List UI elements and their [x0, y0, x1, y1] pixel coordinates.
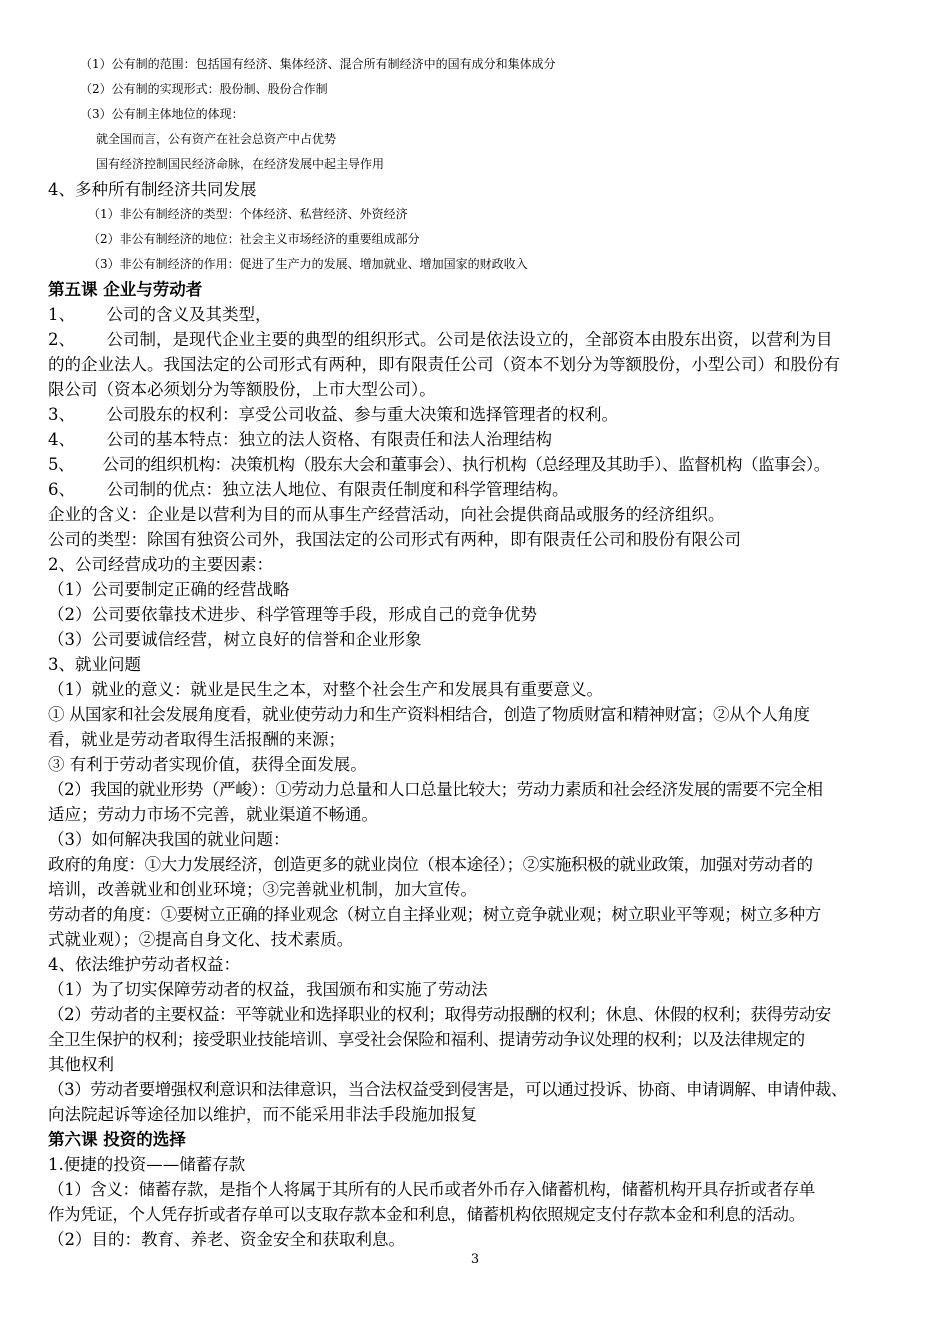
- text-line: 向法院起诉等途径加以维护，而不能采用非法手段施加报复: [48, 1105, 477, 1124]
- text-line: 1、 公司的含义及其类型，: [48, 305, 272, 324]
- text-line: 培训，改善就业和创业环境；③完善就业机制，加大宣传。: [48, 880, 477, 899]
- text-line: 2、公司经营成功的主要因素：: [48, 555, 273, 574]
- text-line: 4、依法维护劳动者权益：: [48, 955, 240, 974]
- text-line: （1）为了切实保障劳动者的权益，我国颁布和实施了劳动法: [48, 980, 488, 999]
- text-line: （2）非公有制经济的地位：社会主义市场经济的重要组成部分: [88, 232, 420, 246]
- text-line: 全卫生保护的权利；接受职业技能培训、享受社会保险和福利、提请劳动争议处理的权利；以及法律规定的: [48, 1030, 805, 1049]
- text-line: 限公司（资本必须划分为等额股份，上市大型公司）。: [48, 380, 436, 399]
- text-line: （1）就业的意义：就业是民生之本，对整个社会生产和发展具有重要意义。: [48, 680, 603, 699]
- text-line: ① 从国家和社会发展角度看，就业使劳动力和生产资料相结合，创造了物质财富和精神财富；②从个人角度: [48, 705, 810, 724]
- text-line: 政府的角度：①大力发展经济，创造更多的就业岗位（根本途径）；②实施积极的就业政策，加强对劳动者的: [48, 855, 813, 874]
- text-line: 5、 公司的组织机构：决策机构（股东大会和董事会）、执行机构（总经理及其助手）、监督机构（监事会）。: [48, 455, 830, 474]
- text-line: （1）公有制的范围：包括国有经济、集体经济、混合所有制经济中的国有成分和集体成分: [80, 57, 556, 71]
- text-line: 企业的含义：企业是以营利为目的而从事生产经营活动，向社会提供商品或服务的经济组织。: [48, 505, 725, 524]
- text-line: （2）目的：教育、养老、资金安全和获取利息。: [48, 1230, 405, 1249]
- text-line: 1.便捷的投资——储蓄存款: [48, 1155, 246, 1174]
- text-line: 劳动者的角度：①要树立正确的择业观念（树立自主择业观；树立竞争就业观；树立职业平等观；树立多种方: [48, 905, 821, 924]
- text-line: 适应；劳动力市场不完善，就业渠道不畅通。: [48, 805, 378, 824]
- page-number: 3: [470, 1252, 480, 1267]
- text-line: 4、多种所有制经济共同发展: [48, 180, 257, 199]
- text-line: ③ 有利于劳动者实现价值，获得全面发展。: [48, 755, 367, 774]
- text-line: 的的企业法人。我国法定的公司形式有两种，即有限责任公司（资本不划分为等额股份，小型公司）和股份有: [48, 355, 840, 374]
- text-line: （2）公司要依靠技术进步、科学管理等手段，形成自己的竞争优势: [48, 605, 537, 624]
- text-line: （2）我国的就业形势（严峻）：①劳动力总量和人口总量比较大；劳动力素质和社会经济发展的需要不完全相: [48, 780, 823, 799]
- text-line: 4、 公司的基本特点：独立的法人资格、有限责任和法人治理结构: [48, 430, 552, 449]
- section-heading: 第五课 企业与劳动者: [48, 280, 203, 299]
- text-line: 3、就业问题: [48, 655, 141, 674]
- text-line: 式就业观）；②提高自身文化、技术素质。: [48, 930, 354, 949]
- text-line: 公司的类型：除国有独资公司外，我国法定的公司形式有两种，即有限责任公司和股份有限公司: [48, 530, 741, 549]
- text-line: 其他权利: [48, 1055, 114, 1074]
- text-line: （3）劳动者要增强权利意识和法律意识，当合法权益受到侵害是，可以通过投诉、协商、申请调解、申请仲裁、: [48, 1080, 847, 1099]
- text-line: （3）非公有制经济的作用：促进了生产力的发展、增加就业、增加国家的财政收入: [88, 257, 528, 271]
- text-line: 就全国而言，公有资产在社会总资产中占优势: [96, 132, 337, 146]
- text-line: （3）公有制主体地位的体现：: [80, 107, 244, 121]
- text-line: （2）劳动者的主要权益：平等就业和选择职业的权利；取得劳动报酬的权利；休息、休假的权利；获得劳动安: [48, 1005, 831, 1024]
- text-line: （3）如何解决我国的就业问题：: [48, 830, 290, 849]
- text-line: （2）公有制的实现形式：股份制、股份合作制: [80, 82, 328, 96]
- text-line: （3）公司要诚信经营，树立良好的信誉和企业形象: [48, 630, 422, 649]
- text-line: （1）含义：储蓄存款，是指个人将属于其所有的人民币或者外币存入储蓄机构，储蓄机构开具存折或者存单: [48, 1180, 815, 1199]
- text-line: （1）非公有制经济的类型：个体经济、私营经济、外资经济: [88, 207, 408, 221]
- text-line: 看，就业是劳动者取得生活报酬的来源；: [48, 730, 345, 749]
- text-line: 2、 公司制，是现代企业主要的典型的组织形式。公司是依法设立的，全部资本由股东出资，以营利为目: [48, 330, 833, 349]
- text-line: 作为凭证，个人凭存折或者存单可以支取存款本金和利息，储蓄机构依照规定支付存款本金和利息的活动。: [48, 1205, 805, 1224]
- text-line: （1）公司要制定正确的经营战略: [48, 580, 290, 599]
- section-heading: 第六课 投资的选择: [48, 1130, 186, 1149]
- text-line: 3、 公司股东的权利：享受公司收益、参与重大决策和选择管理者的权利。: [48, 405, 618, 424]
- text-line: 6、 公司制的优点：独立法人地位、有限责任制度和科学管理结构。: [48, 480, 569, 499]
- text-line: 国有经济控制国民经济命脉，在经济发展中起主导作用: [96, 157, 385, 171]
